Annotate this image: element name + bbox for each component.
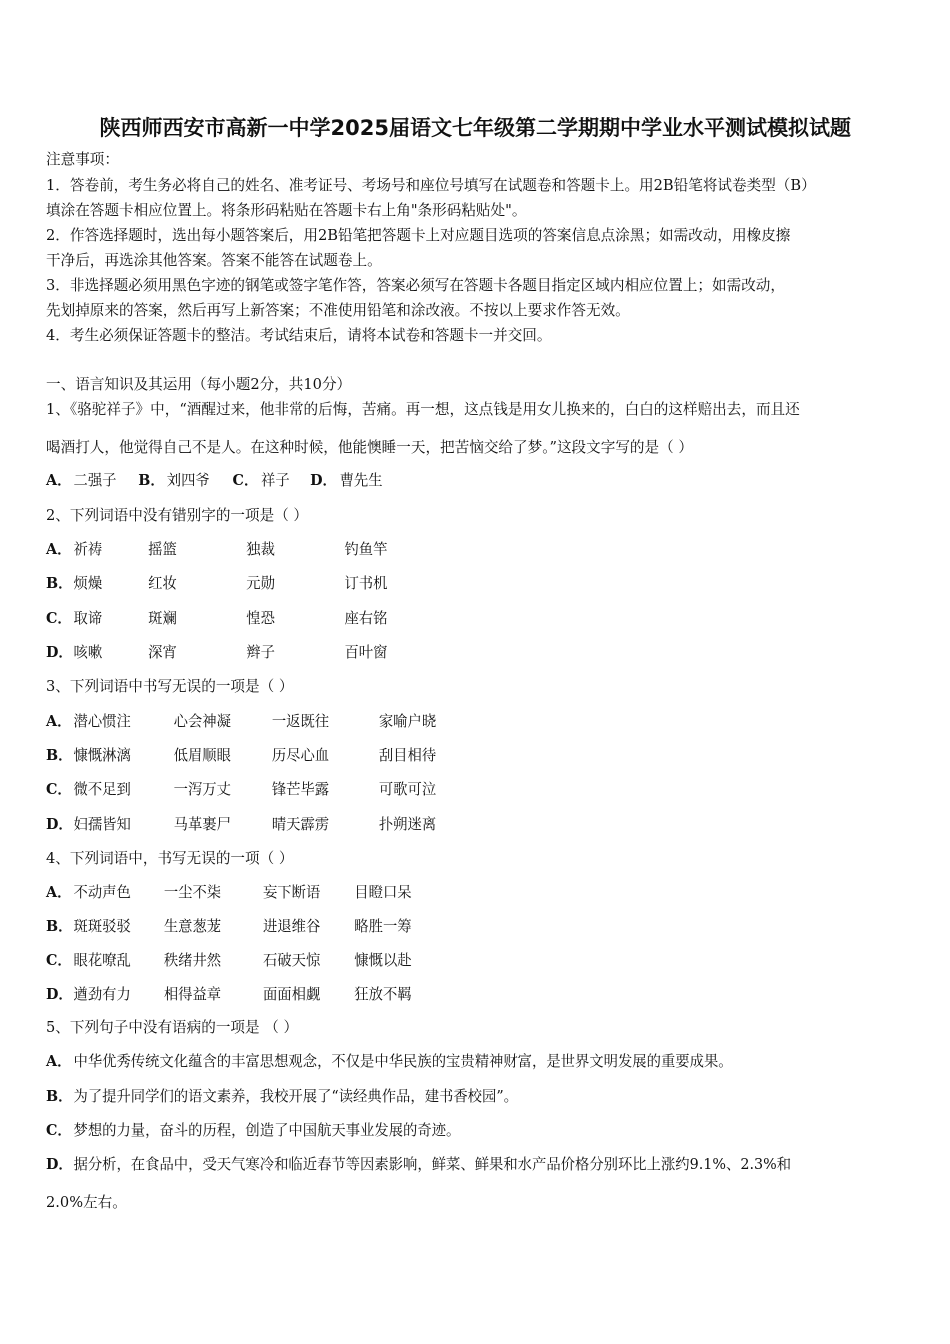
option-word: 晴天霹雳 <box>271 816 330 833</box>
q2-option-row <box>46 609 910 629</box>
option-text: 曹先生 <box>339 472 383 489</box>
option-word: 扑朔迷离 <box>378 816 437 833</box>
q1-options <box>46 471 910 491</box>
q3-option-row <box>46 780 910 800</box>
option-word: 深宵 <box>148 644 177 661</box>
option-word: 咳嗽 <box>73 644 103 661</box>
option-word: 取谛 <box>73 610 103 627</box>
notice-line: 1．答卷前，考生务必将自己的姓名、准考证号、考场号和座位号填写在试题卷和答题卡上。用2B铅笔将试卷类型（B） <box>46 177 816 194</box>
option-text: 中华优秀传统文化蕴含的丰富思想观念，不仅是中华民族的宝贵精神财富，是世界文明发展的重要成果。 <box>73 1053 733 1070</box>
option-word: 元勋 <box>246 575 275 592</box>
notice-line: 3．非选择题必须用黑色字迹的钢笔或签字笔作答，答案必须写在答题卡各题目指定区域内相应位置上；如需改动， <box>46 277 785 294</box>
option-label: A． <box>46 884 72 901</box>
q2-option-row <box>46 540 910 560</box>
q2-stem: 2、下列词语中没有错别字的一项是（ ） <box>46 507 309 524</box>
q3-option-row <box>46 746 910 766</box>
notice-line: 填涂在答题卡相应位置上。将条形码粘贴在答题卡右上角"条形码粘贴处"。 <box>46 202 527 219</box>
option-word: 秩绪井然 <box>163 952 222 969</box>
q4-stem: 4、下列词语中，书写无误的一项（ ） <box>46 850 294 867</box>
option-word: 一尘不柒 <box>163 884 222 901</box>
q3-stem: 3、下列词语中书写无误的一项是（ ） <box>46 678 294 695</box>
q2-option-row <box>46 574 910 594</box>
option-word: 锋芒毕露 <box>271 781 330 798</box>
option-label: A． <box>46 472 72 489</box>
page-title: 陕西师西安市高新一中学2025届语文七年级第二学期期中学业水平测试模拟试题 <box>99 116 851 140</box>
option-word: 狂放不羁 <box>354 986 412 1003</box>
option-word: 马革裹尸 <box>173 816 231 833</box>
option-word: 目瞪口呆 <box>354 884 412 901</box>
option-word: 妄下断语 <box>262 884 321 901</box>
q2-option-row <box>46 643 910 663</box>
option-word: 辫子 <box>246 644 275 661</box>
q4-option-row <box>46 951 910 971</box>
section-heading: 一、语言知识及其运用（每小题2分，共10分） <box>46 376 352 393</box>
option-label: B． <box>46 918 73 935</box>
option-label: D． <box>46 986 73 1003</box>
option-label: A． <box>46 713 72 730</box>
q5-option <box>46 1087 910 1107</box>
notice-line: 先划掉原来的答案，然后再写上新答案；不准使用铅笔和涂改液。不按以上要求作答无效。 <box>46 302 630 319</box>
option-word: 妇孺皆知 <box>73 816 131 833</box>
option-word: 慷慨以赴 <box>354 952 412 969</box>
option-word: 烦燥 <box>73 575 103 592</box>
q5-stem: 5、下列句子中没有语病的一项是 （ ） <box>46 1019 299 1036</box>
option-word: 斑斑驳驳 <box>73 918 131 935</box>
option-word: 座右铭 <box>344 610 388 627</box>
option-text: 为了提升同学们的语文素养，我校开展了“读经典作品，建书香校园”。 <box>73 1088 519 1105</box>
option-label: B． <box>46 1088 73 1105</box>
option-label: C． <box>46 781 72 798</box>
option-word: 遒劲有力 <box>73 986 131 1003</box>
option-label: D． <box>310 472 337 489</box>
q5-option <box>46 1155 910 1175</box>
notice-heading: 注意事项： <box>46 151 119 168</box>
q5-option-d-continuation: 2.0%左右。 <box>46 1194 127 1211</box>
notice-line: 干净后，再选涂其他答案。答案不能答在试题卷上。 <box>46 252 382 269</box>
q4-option-row <box>46 985 910 1005</box>
notice-line: 4．考生必须保证答题卡的整洁。考试结束后，请将本试卷和答题卡一并交回。 <box>46 327 552 344</box>
option-label: B． <box>46 575 73 592</box>
option-word: 石破天惊 <box>262 952 321 969</box>
option-label: A． <box>46 1053 72 1070</box>
option-label: C． <box>232 472 259 489</box>
option-word: 慷慨淋漓 <box>73 747 131 764</box>
q1-stem-line1: 1、《骆驼祥子》中，“酒醒过来，他非常的后悔，苦痛。再一想，这点钱是用女儿换来的，白白的这样赔出去，而且还 <box>46 401 800 418</box>
option-word: 订书机 <box>344 575 388 592</box>
option-label: D． <box>46 1156 73 1173</box>
option-word: 钓鱼竿 <box>344 541 388 558</box>
option-word: 红妆 <box>148 575 177 592</box>
option-word: 不动声色 <box>73 884 131 901</box>
q3-option-row <box>46 712 910 732</box>
q5-option <box>46 1121 910 1141</box>
q4-option-row <box>46 917 910 937</box>
option-word: 可歌可泣 <box>378 781 437 798</box>
option-text: 据分析，在食品中，受天气寒冷和临近春节等因素影响，鲜菜、鲜果和水产品价格分别环比上涨约9.1%、2.3%和 <box>73 1156 792 1173</box>
notice-line: 2．作答选择题时，选出每小题答案后，用2B铅笔把答题卡上对应题目选项的答案信息点涂黑；如需改动，用橡皮擦 <box>46 227 791 244</box>
q5-option <box>46 1052 910 1072</box>
option-label: B． <box>138 472 165 489</box>
option-word: 眼花嘹乱 <box>73 952 131 969</box>
option-word: 摇篮 <box>148 541 177 558</box>
option-word: 一返既往 <box>271 713 330 730</box>
option-word: 祈祷 <box>73 541 103 558</box>
option-word: 潜心惯注 <box>73 713 131 730</box>
q3-option-row <box>46 815 910 835</box>
option-text: 刘四爷 <box>166 472 210 489</box>
option-label: B． <box>46 747 73 764</box>
option-text: 梦想的力量，奋斗的历程，创造了中国航天事业发展的奇迹。 <box>73 1122 461 1139</box>
option-word: 微不足到 <box>73 781 131 798</box>
option-word: 百叶窗 <box>344 644 388 661</box>
option-word: 相得益章 <box>163 986 222 1003</box>
option-label: C． <box>46 1122 72 1139</box>
option-word: 略胜一筹 <box>354 918 412 935</box>
option-word: 刮目相待 <box>378 747 437 764</box>
option-label: C． <box>46 952 72 969</box>
option-word: 面面相觑 <box>262 986 321 1003</box>
option-word: 历尽心血 <box>271 747 330 764</box>
option-word: 生意葱茏 <box>163 918 222 935</box>
option-word: 斑斓 <box>148 610 177 627</box>
option-label: D． <box>46 816 73 833</box>
option-word: 低眉顺眼 <box>173 747 231 764</box>
option-word: 一泻万丈 <box>173 781 231 798</box>
option-word: 惶恐 <box>246 610 275 627</box>
option-word: 进退维谷 <box>262 918 321 935</box>
option-word: 独裁 <box>246 541 275 558</box>
option-word: 家喻户晓 <box>378 713 437 730</box>
option-label: C． <box>46 610 72 627</box>
option-label: A． <box>46 541 72 558</box>
q1-stem-line2: 喝酒打人，他觉得自己不是人。在这种时候，他能懊睡一天，把苦恼交给了梦。”这段文字写的是（ ） <box>46 439 693 456</box>
option-label: D． <box>46 644 73 661</box>
option-text: 二强子 <box>73 472 117 489</box>
q4-option-row <box>46 883 910 903</box>
option-word: 心会神凝 <box>173 713 231 730</box>
option-text: 祥子 <box>261 472 290 489</box>
